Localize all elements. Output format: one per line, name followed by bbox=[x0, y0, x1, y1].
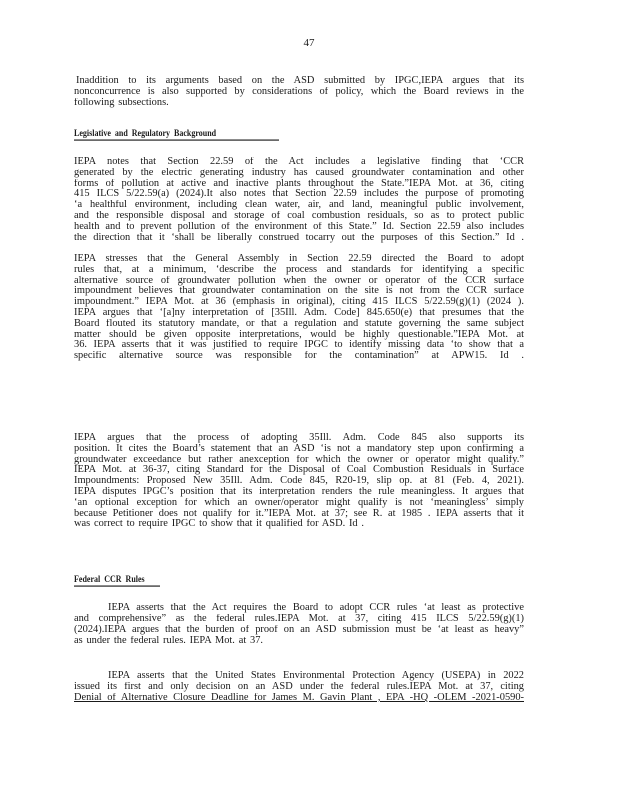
text-line: ‘an optional exception for which an owner/operator might qualify is not ‘meaningless’ simply bbox=[74, 497, 524, 508]
paragraph-legislative-finding bbox=[74, 157, 524, 243]
text-line: generated by the electric generating industry has caused groundwater contamination and other bbox=[74, 167, 524, 178]
section-heading-federal: Federal CCR Rules bbox=[74, 574, 160, 587]
text-line: IEPA argues that ‘[a]ny interpretation of [35Ill. Adm. Code] 845.650(e) that presumes that the bbox=[74, 307, 524, 318]
text-line: rules that, at a minimum, ‘describe the process and standards for identifying a specific bbox=[74, 264, 524, 275]
text-line: 415 ILCS 5/22.59(a) (2024).It also notes that Section 22.59 includes the purpose of promoting bbox=[74, 189, 524, 200]
text-line: IEPA Mot. at 36-37, citing Standard for the Disposal of Coal Combustion Residuals in Surface bbox=[74, 465, 524, 476]
text-line: alternative source of groundwater pollution when the owner or operator of the CCR surface bbox=[74, 275, 524, 286]
text-line: following subsections. bbox=[74, 97, 169, 108]
text-line: issued its first and only decision on an ASD under the federal rules.IEPA Mot. at 37, citing bbox=[74, 682, 524, 692]
text-line: and comprehensive” as the federal rules.IEPA Mot. at 37, citing 415 ILCS 5/22.59(g)(1) bbox=[74, 614, 524, 624]
text-line: IEPA stresses that the General Assembly in Section 22.59 directed the Board to adopt bbox=[74, 254, 524, 264]
text-line: the direction that it ‘shall be liberally construed tocarry out the purposes of this Section.” Id . bbox=[74, 232, 524, 243]
text-line: Denial of Alternative Closure Deadline for James M. Gavin Plant , EPA -HQ -OLEM -2021-0590- bbox=[74, 692, 524, 703]
text-line: Impoundments: Proposed New 35Ill. Adm. Code 845, R20-19, slip op. at 81 (Feb. 4, 2021). bbox=[74, 476, 524, 487]
paragraph-usepa bbox=[74, 671, 524, 682]
text-line: because Petitioner does not qualify for it.”IEPA Mot. at 37; see R. at 1985 . IEPA asserts that it bbox=[74, 508, 524, 519]
text-line: IEPA asserts that the Act requires the Board to adopt CCR rules ‘at least as protective bbox=[108, 603, 524, 613]
text-line: IEPA notes that Section 22.59 of the Act includes a legislative finding that ‘CCR bbox=[74, 157, 524, 167]
text-line: 36. IEPA asserts that it was justified to require IPGC to identify missing data ‘to show that a bbox=[74, 340, 524, 351]
text-line: and the responsible disposal and storage of coal combustion residuals, so as to protect public bbox=[74, 210, 524, 221]
text-line: forms of pollution at active and inactive plants throughout the State.”IEPA Mot. at 36, citing bbox=[74, 178, 524, 189]
text-line: Board flouted its statutory mandate, or that a regulation and statute governing the same subject bbox=[74, 318, 524, 329]
paragraph-federal-rules bbox=[74, 603, 524, 614]
text-line: was correct to require IPGC to show that it qualified for ASD. Id . bbox=[74, 519, 365, 530]
text-line: specific alternative source was responsible for the contamination” at APW15. Id . bbox=[74, 351, 524, 362]
text-line: nonconcurrence is also supported by considerations of policy, which the Board reviews in the bbox=[74, 86, 524, 97]
text-line: IEPA disputes IPGC’s position that its interpretation renders the rule meaningless. It argues that bbox=[74, 486, 524, 497]
text-line: IEPA argues that the process of adopting 35Ill. Adm. Code 845 also supports its bbox=[74, 433, 524, 443]
page-number: 47 bbox=[303, 37, 315, 49]
text-line: groundwater exceedance but rather anexception for which the owner or operator might qualify.” bbox=[74, 454, 524, 465]
section-heading-legislative: Legislative and Regulatory Background bbox=[74, 128, 279, 141]
intro-paragraph bbox=[74, 76, 524, 108]
paragraph-federal-rules-cont bbox=[74, 614, 524, 646]
text-line: matter should be given opposite interpretations, would be highly questionable.”IEPA Mot. at bbox=[74, 329, 524, 340]
text-line: Inaddition to its arguments based on the ASD submitted by IPGC,IEPA argues that its bbox=[76, 76, 524, 86]
text-line: impoundment.” IEPA Mot. at 36 (emphasis in original), citing 415 ILCS 5/22.59(g)(1) (2024 ). bbox=[74, 297, 524, 308]
text-line: as under the federal rules. IEPA Mot. at 37. bbox=[74, 635, 263, 646]
text-line: ‘a healthful environment, including clean water, air, and land, meaningful public involvement, bbox=[74, 200, 524, 211]
text-line: position. It cites the Board’s statement that an ASD ‘is not a mandatory step upon confirming a bbox=[74, 443, 524, 454]
paragraph-general-assembly bbox=[74, 254, 524, 362]
paragraph-adopting-845 bbox=[74, 433, 524, 530]
text-line: IEPA asserts that the United States Environmental Protection Agency (USEPA) in 2022 bbox=[108, 671, 524, 681]
paragraph-usepa-cont bbox=[74, 682, 524, 704]
text-line: (2024).IEPA argues that the burden of proof on an ASD submission must be ‘at least as heavy” bbox=[74, 624, 524, 635]
text-line: health and to prevent pollution of the environment of this State.” Id. Section 22.59 also includes bbox=[74, 221, 524, 232]
text-line: impoundment believes that groundwater contamination on the site is not from the CCR surface bbox=[74, 286, 524, 297]
